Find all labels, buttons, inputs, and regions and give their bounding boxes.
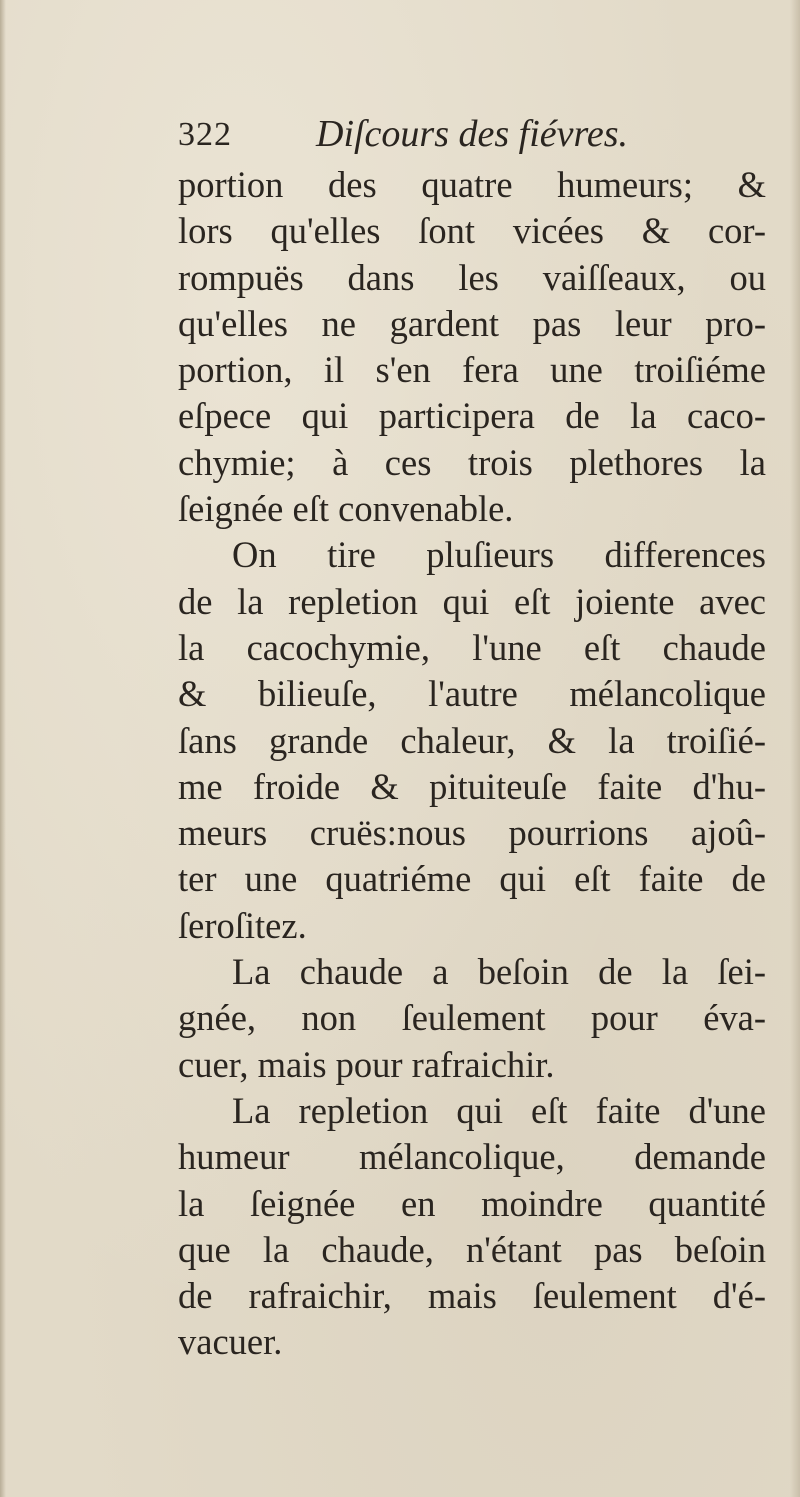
running-title: Diſcours des fiévres. <box>316 113 629 155</box>
text-line: rompuës dans les vaiſſeaux, ou <box>178 256 766 298</box>
page-header <box>178 112 768 160</box>
text-line: meurs cruës:nous pourrions ajoû- <box>178 812 766 854</box>
text-line: ſeroſitez. <box>178 904 307 946</box>
text-line: la cacochymie, l'une eſt chaude <box>178 626 766 668</box>
text-line: La chaude a beſoin de la ſei- <box>232 951 766 993</box>
text-line: lors qu'elles ſont vicées & cor- <box>178 210 766 252</box>
text-line: ter une quatriéme qui eſt faite de <box>178 858 766 900</box>
page-edge-left <box>0 0 6 1497</box>
page-number: 322 <box>178 116 232 153</box>
text-line: On tire pluſieurs differences <box>232 534 766 576</box>
text-line: la ſeignée en moindre quantité <box>178 1182 766 1224</box>
text-line: cuer, mais pour rafraichir. <box>178 1043 555 1085</box>
text-line: gnée, non ſeulement pour éva- <box>178 997 766 1039</box>
text-line: eſpece qui participera de la caco- <box>178 395 766 437</box>
text-line: ſeignée eſt convenable. <box>178 488 514 530</box>
text-line: & bilieuſe, l'autre mélancolique <box>178 673 766 715</box>
text-line: portion des quatre humeurs; & <box>178 164 766 205</box>
text-line: La repletion qui eſt faite d'une <box>232 1089 766 1131</box>
text-line: me froide & pituiteuſe faite d'hu- <box>178 765 766 807</box>
page-edge-right <box>790 0 800 1497</box>
text-line: ſans grande chaleur, & la troiſié- <box>178 719 766 761</box>
text-line: portion, il s'en fera une troiſiéme <box>178 349 766 391</box>
text-line: vacuer. <box>178 1321 283 1363</box>
body-text <box>178 162 766 1366</box>
text-line: chymie; à ces trois plethores la <box>178 441 766 483</box>
text-line: humeur mélancolique, demande <box>178 1136 766 1178</box>
text-line: que la chaude, n'étant pas beſoin <box>178 1228 766 1270</box>
text-line: de rafraichir, mais ſeulement d'é- <box>178 1275 766 1317</box>
text-line: de la repletion qui eſt joiente avec <box>178 580 766 622</box>
text-line: qu'elles ne gardent pas leur pro- <box>178 302 766 344</box>
